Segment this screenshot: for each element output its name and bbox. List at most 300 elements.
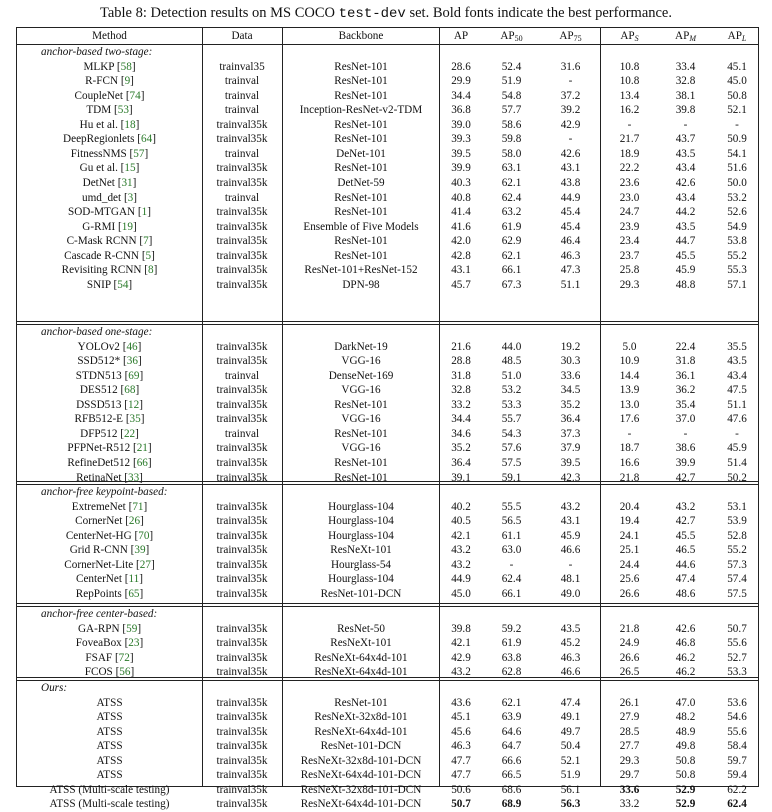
ap75-cell: 43.8 bbox=[560, 176, 581, 189]
header-ap50 bbox=[483, 29, 540, 44]
backbone-cell: ResNet-101 bbox=[334, 162, 388, 175]
data-cell: trainval35k bbox=[216, 587, 268, 600]
header-ap50-label: AP bbox=[500, 30, 515, 42]
method-name: Hu et al. bbox=[79, 118, 118, 131]
citation-link[interactable]: 5 bbox=[145, 249, 152, 262]
apl-cell: 55.2 bbox=[727, 544, 747, 557]
apm-cell: 43.2 bbox=[675, 500, 696, 513]
backbone-cell: ResNeXt-64x4d-101 bbox=[314, 666, 408, 679]
apl-cell: 57.3 bbox=[727, 558, 747, 571]
apm-cell: 45.5 bbox=[675, 249, 696, 262]
backbone-cell: ResNet-101 bbox=[334, 471, 388, 484]
backbone-cell: Inception-ResNet-v2-TDM bbox=[299, 104, 423, 117]
ap50-cell: 66.1 bbox=[501, 587, 522, 600]
citation-link[interactable]: 69 bbox=[128, 369, 140, 382]
citation-link[interactable]: 64 bbox=[141, 133, 153, 146]
ap50-cell: 62.4 bbox=[501, 573, 522, 586]
method-cell: FSAF [72] bbox=[85, 651, 134, 664]
method-cell bbox=[17, 710, 202, 725]
method-cell: CenterNet-HG [70] bbox=[65, 529, 154, 542]
data-cell: trainval35k bbox=[216, 666, 268, 679]
table-row bbox=[17, 651, 758, 666]
method-name: Grid R-CNN bbox=[69, 544, 128, 557]
ap75-cell: 49.1 bbox=[560, 711, 581, 724]
apm-cell: 50.8 bbox=[675, 754, 696, 767]
backbone-cell: Hourglass-104 bbox=[328, 573, 394, 586]
column-divider bbox=[600, 28, 601, 786]
table-row bbox=[17, 696, 758, 711]
backbone-cell: Hourglass-104 bbox=[328, 515, 394, 528]
apl-cell: 55.2 bbox=[727, 249, 747, 262]
apm-cell: 42.6 bbox=[675, 622, 696, 635]
apl-cell: 62.2 bbox=[727, 783, 747, 796]
method-cell: CenterNet [11] bbox=[75, 573, 144, 586]
data-cell: trainval35k bbox=[216, 500, 268, 513]
apm-cell: 36.2 bbox=[675, 384, 696, 397]
ap50-cell: 51.0 bbox=[501, 369, 522, 382]
apm-cell: 35.4 bbox=[675, 398, 696, 411]
ap75-cell: 37.9 bbox=[560, 442, 581, 455]
ap50-cell: 62.1 bbox=[501, 249, 522, 262]
citation-link[interactable]: 56 bbox=[119, 666, 131, 679]
apm-cell: 38.1 bbox=[675, 89, 696, 102]
header-apm-sub: M bbox=[689, 34, 696, 43]
table-row bbox=[17, 558, 758, 573]
citation-link[interactable]: 59 bbox=[126, 622, 138, 635]
citation-link[interactable]: 8 bbox=[148, 264, 154, 277]
ap50-cell: 55.7 bbox=[501, 413, 522, 426]
backbone-cell: ResNet-101 bbox=[334, 427, 388, 440]
aps-cell: 24.1 bbox=[619, 529, 640, 542]
backbone-cell: ResNeXt-32x8d-101 bbox=[314, 711, 408, 724]
method-name: DeepRegionlets bbox=[63, 133, 135, 146]
table-row bbox=[17, 354, 758, 369]
method-name: DFP512 bbox=[80, 427, 118, 440]
data-cell: trainval35k bbox=[216, 783, 268, 796]
aps-cell: 33.2 bbox=[619, 798, 640, 811]
method-cell: MLKP [58] bbox=[83, 60, 136, 73]
method-cell: RepPoints [65] bbox=[75, 587, 144, 600]
ap75-cell: 50.4 bbox=[560, 740, 581, 753]
method-cell: CornerNet-Lite [27] bbox=[64, 558, 155, 571]
citation-link[interactable]: 35 bbox=[129, 413, 141, 426]
apm-cell: 48.9 bbox=[675, 725, 696, 738]
apl-cell: 50.0 bbox=[727, 176, 747, 189]
ap75-cell: 36.4 bbox=[560, 413, 581, 426]
method-cell: G-RMI [19] bbox=[82, 220, 137, 233]
ap50-cell: 66.6 bbox=[501, 754, 522, 767]
aps-cell: 21.7 bbox=[619, 133, 640, 146]
aps-cell: 29.3 bbox=[619, 754, 640, 767]
method-cell: TDM [53] bbox=[86, 104, 133, 117]
data-cell: trainval bbox=[224, 147, 260, 160]
data-cell: trainval bbox=[224, 369, 260, 382]
aps-cell: 25.6 bbox=[619, 573, 640, 586]
backbone-cell: VGG-16 bbox=[341, 442, 381, 455]
method-name: ATSS bbox=[96, 725, 123, 738]
method-name: SOD-MTGAN bbox=[68, 206, 136, 219]
data-cell: trainval35k bbox=[216, 740, 268, 753]
ap-cell: 28.6 bbox=[451, 60, 471, 73]
method-name: CornerNet bbox=[75, 515, 123, 528]
ap-cell: 42.1 bbox=[451, 637, 471, 650]
ap-cell: 42.8 bbox=[451, 249, 471, 262]
table-row bbox=[17, 725, 758, 740]
ap-cell: 41.6 bbox=[451, 220, 471, 233]
aps-cell: 10.8 bbox=[619, 60, 640, 73]
citation-link[interactable]: 26 bbox=[128, 515, 141, 528]
citation-link[interactable]: 72 bbox=[118, 651, 130, 664]
ap-cell: 45.1 bbox=[451, 711, 471, 724]
aps-cell: 23.6 bbox=[619, 176, 640, 189]
table-row bbox=[17, 278, 758, 293]
data-cell: trainval35k bbox=[216, 711, 268, 724]
aps-cell: 23.4 bbox=[619, 235, 640, 248]
aps-cell: 25.8 bbox=[619, 264, 640, 277]
ap50-cell: 61.9 bbox=[501, 637, 522, 650]
method-cell bbox=[17, 739, 202, 754]
citation-link[interactable]: 27 bbox=[139, 558, 151, 571]
apl-cell: 53.1 bbox=[727, 500, 747, 513]
apm-cell: 32.8 bbox=[675, 75, 696, 88]
section-title: anchor-free keypoint-based: bbox=[41, 486, 168, 498]
citation-link[interactable]: 71 bbox=[132, 500, 144, 513]
method-cell: FitnessNMS [57] bbox=[70, 147, 149, 160]
aps-cell: 33.6 bbox=[619, 783, 640, 796]
backbone-cell: Hourglass-104 bbox=[328, 529, 394, 542]
header-backbone: Backbone bbox=[338, 30, 384, 42]
apm-cell: 44.2 bbox=[675, 206, 696, 219]
ap50-cell: 62.9 bbox=[501, 235, 522, 248]
citation-link[interactable]: 54 bbox=[117, 278, 129, 291]
data-cell: trainval35k bbox=[216, 442, 268, 455]
apm-cell: 43.4 bbox=[675, 162, 696, 175]
ap-cell: 39.8 bbox=[451, 622, 471, 635]
citation-link[interactable]: 36 bbox=[126, 355, 138, 368]
citation-link[interactable]: 18 bbox=[124, 118, 136, 131]
citation-link[interactable]: 68 bbox=[124, 384, 136, 397]
apl-cell: 54.6 bbox=[727, 711, 747, 724]
ap75-cell: 39.2 bbox=[560, 104, 581, 117]
apm-cell: 46.8 bbox=[675, 637, 696, 650]
citation-link[interactable]: 53 bbox=[117, 104, 129, 117]
table-row bbox=[17, 369, 758, 384]
apl-cell: 55.6 bbox=[727, 725, 747, 738]
aps-cell: - bbox=[627, 427, 632, 440]
ap-cell: 39.9 bbox=[451, 162, 471, 175]
ap75-cell: 43.5 bbox=[560, 622, 581, 635]
citation-link[interactable]: 1 bbox=[141, 206, 148, 219]
ap75-cell: 42.6 bbox=[560, 147, 581, 160]
apm-cell: 44.7 bbox=[675, 235, 696, 248]
ap-cell: 43.2 bbox=[451, 544, 471, 557]
ap-cell: 39.1 bbox=[451, 471, 471, 484]
header-ap75-sub: 75 bbox=[573, 34, 582, 43]
apl-cell: 43.5 bbox=[727, 355, 747, 368]
data-cell: trainval35k bbox=[216, 515, 268, 528]
method-cell: PFPNet-R512 [21] bbox=[67, 442, 152, 455]
header-apl bbox=[714, 29, 760, 44]
data-cell: trainval35k bbox=[216, 398, 268, 411]
table-row bbox=[17, 383, 758, 398]
apl-cell: 50.7 bbox=[727, 622, 747, 635]
aps-cell: 25.1 bbox=[619, 544, 640, 557]
backbone-cell: ResNet-101 bbox=[334, 249, 388, 262]
header-aps-sub: S bbox=[634, 34, 639, 43]
method-cell: umd_det [3] bbox=[81, 191, 137, 204]
ap75-cell: 47.3 bbox=[560, 264, 581, 277]
citation-link[interactable]: 65 bbox=[128, 587, 140, 600]
method-cell: RefineDet512 [66] bbox=[67, 456, 152, 469]
data-cell: trainval35k bbox=[216, 206, 268, 219]
citation-link[interactable]: 3 bbox=[127, 191, 134, 204]
citation-link[interactable]: 70 bbox=[138, 529, 150, 542]
method-cell: R-FCN [9] bbox=[85, 75, 134, 88]
ap-cell: 41.4 bbox=[451, 206, 471, 219]
citation-link[interactable]: 57 bbox=[133, 147, 145, 160]
data-cell: trainval35k bbox=[216, 133, 268, 146]
header-data: Data bbox=[231, 30, 253, 42]
ap-cell: 43.2 bbox=[451, 558, 471, 571]
data-cell: trainval35k bbox=[216, 220, 268, 233]
ap-cell: 40.8 bbox=[451, 191, 471, 204]
citation-link[interactable]: 15 bbox=[124, 162, 136, 175]
apl-cell: 57.5 bbox=[727, 587, 747, 600]
apl-cell: 45.0 bbox=[727, 75, 747, 88]
table-row bbox=[17, 456, 758, 471]
backbone-cell: ResNet-101 bbox=[334, 75, 388, 88]
method-name: C-Mask RCNN bbox=[66, 235, 137, 248]
citation-link[interactable]: 23 bbox=[128, 637, 140, 650]
header-apm bbox=[658, 29, 713, 44]
method-cell: Revisiting RCNN [8] bbox=[61, 264, 158, 277]
table-row bbox=[17, 263, 758, 278]
ap75-cell: 43.2 bbox=[560, 500, 581, 513]
method-cell bbox=[17, 725, 202, 740]
apl-cell: 54.9 bbox=[727, 220, 747, 233]
ap-cell: 47.7 bbox=[451, 769, 471, 782]
method-cell: STDN513 [69] bbox=[75, 369, 144, 382]
aps-cell: 26.1 bbox=[619, 696, 640, 709]
ap75-cell: 42.3 bbox=[560, 471, 581, 484]
apm-cell: 46.2 bbox=[675, 666, 696, 679]
backbone-cell: ResNet-101 bbox=[334, 235, 388, 248]
citation-link[interactable]: 66 bbox=[136, 456, 148, 469]
backbone-cell: Ensemble of Five Models bbox=[303, 220, 419, 233]
ap-cell: 36.8 bbox=[451, 104, 471, 117]
data-cell: trainval35k bbox=[216, 651, 268, 664]
citation-link[interactable]: 39 bbox=[134, 544, 146, 557]
method-cell bbox=[17, 754, 202, 769]
method-cell: GA-RPN [59] bbox=[77, 622, 142, 635]
ap75-cell: 46.6 bbox=[560, 544, 581, 557]
header-aps-label: AP bbox=[620, 30, 635, 42]
section-title: anchor-based two-stage: bbox=[41, 46, 153, 58]
aps-cell: 16.6 bbox=[619, 456, 640, 469]
method-cell: CoupleNet [74] bbox=[74, 89, 145, 102]
header-ap: AP bbox=[453, 30, 469, 42]
section-title: anchor-based one-stage: bbox=[41, 326, 153, 338]
ap-cell: 42.0 bbox=[451, 235, 471, 248]
table-row bbox=[17, 710, 758, 725]
method-name: YOLOv2 bbox=[77, 340, 120, 353]
apm-cell: 48.2 bbox=[675, 711, 696, 724]
method-name: GA-RPN bbox=[77, 622, 120, 635]
ap75-cell: 31.6 bbox=[560, 60, 581, 73]
aps-cell: 18.9 bbox=[619, 147, 640, 160]
ap75-cell: 46.3 bbox=[560, 651, 581, 664]
results-table bbox=[16, 27, 759, 811]
method-name: ATSS bbox=[96, 740, 123, 753]
aps-cell: 18.7 bbox=[619, 442, 640, 455]
method-cell: Cascade R-CNN [5] bbox=[64, 249, 155, 262]
apl-cell: 50.9 bbox=[727, 133, 747, 146]
apm-cell: 50.8 bbox=[675, 769, 696, 782]
apm-cell: 47.0 bbox=[675, 696, 696, 709]
ap75-cell: 56.1 bbox=[560, 783, 581, 796]
data-cell: trainval bbox=[224, 427, 260, 440]
section-divider bbox=[17, 603, 758, 607]
aps-cell: 5.0 bbox=[622, 340, 637, 353]
apl-cell: 53.2 bbox=[727, 191, 747, 204]
apm-cell: 42.7 bbox=[675, 471, 696, 484]
aps-cell: 27.7 bbox=[619, 740, 640, 753]
citation-link[interactable]: 12 bbox=[128, 398, 140, 411]
method-cell: SNIP [54] bbox=[86, 278, 133, 291]
ap50-cell: 68.9 bbox=[501, 798, 522, 811]
method-cell: ExtremeNet [71] bbox=[71, 500, 148, 513]
apl-cell: 35.5 bbox=[727, 340, 747, 353]
ap50-cell: 58.0 bbox=[501, 147, 522, 160]
table-row bbox=[17, 754, 758, 769]
apl-cell: - bbox=[735, 118, 739, 131]
ap-cell: 45.0 bbox=[451, 587, 471, 600]
citation-link[interactable]: 19 bbox=[121, 220, 133, 233]
backbone-cell: ResNet-101 bbox=[334, 191, 388, 204]
aps-cell: 29.3 bbox=[619, 278, 640, 291]
backbone-cell: ResNeXt-101 bbox=[330, 544, 392, 557]
ap50-cell: 68.6 bbox=[501, 783, 522, 796]
method-cell: CornerNet [26] bbox=[75, 515, 144, 528]
aps-cell: 24.4 bbox=[619, 558, 640, 571]
ap75-cell: 19.2 bbox=[560, 340, 581, 353]
ap-cell: 40.3 bbox=[451, 176, 471, 189]
section-divider bbox=[17, 321, 758, 325]
apl-cell: 57.4 bbox=[727, 573, 747, 586]
citation-link[interactable]: 74 bbox=[129, 89, 141, 102]
citation-link[interactable]: 21 bbox=[136, 442, 148, 455]
citation-link[interactable]: 58 bbox=[120, 60, 132, 73]
ap-cell: 42.9 bbox=[451, 651, 471, 664]
citation-link[interactable]: 46 bbox=[126, 340, 138, 353]
citation-link[interactable]: 33 bbox=[127, 471, 140, 484]
method-name: umd_det bbox=[81, 191, 122, 204]
apm-cell: 31.8 bbox=[675, 355, 696, 368]
apm-cell: 36.1 bbox=[675, 369, 696, 382]
citation-link[interactable]: 31 bbox=[121, 176, 133, 189]
ap75-cell: 48.1 bbox=[560, 573, 581, 586]
ap75-cell: 44.9 bbox=[560, 191, 581, 204]
apm-cell: 43.5 bbox=[675, 147, 696, 160]
ap-cell: 42.1 bbox=[451, 529, 471, 542]
ap50-cell: 62.1 bbox=[501, 696, 522, 709]
method-cell: Grid R-CNN [39] bbox=[69, 544, 150, 557]
ap50-cell: 59.2 bbox=[501, 622, 522, 635]
apl-cell: 54.1 bbox=[727, 147, 747, 160]
apm-cell: 46.5 bbox=[675, 544, 696, 557]
backbone-cell: ResNeXt-101 bbox=[330, 637, 392, 650]
section-title-row bbox=[17, 325, 758, 340]
ap50-cell: 66.5 bbox=[501, 769, 522, 782]
citation-link[interactable]: 11 bbox=[128, 573, 140, 586]
method-cell: FCOS [56] bbox=[84, 666, 135, 679]
ap-cell: 35.2 bbox=[451, 442, 471, 455]
column-divider bbox=[439, 28, 440, 786]
data-cell: trainval35k bbox=[216, 413, 268, 426]
method-name: FCOS bbox=[84, 666, 113, 679]
data-cell: trainval bbox=[224, 75, 260, 88]
backbone-cell: Hourglass-104 bbox=[328, 500, 394, 513]
backbone-cell: DeNet-101 bbox=[336, 147, 386, 160]
apl-cell: - bbox=[735, 427, 739, 440]
apl-cell: 53.6 bbox=[727, 696, 747, 709]
table-row bbox=[17, 74, 758, 89]
section-divider bbox=[17, 481, 758, 485]
apm-cell: 48.8 bbox=[675, 278, 696, 291]
apl-cell: 51.1 bbox=[727, 398, 747, 411]
ap50-cell: 59.1 bbox=[501, 471, 522, 484]
apl-cell: 47.6 bbox=[727, 413, 747, 426]
ap75-cell: 45.4 bbox=[560, 206, 581, 219]
table-row bbox=[17, 234, 758, 249]
apl-cell: 62.4 bbox=[727, 798, 747, 811]
table-row bbox=[17, 412, 758, 427]
ap50-cell: - bbox=[509, 558, 514, 571]
table-row bbox=[17, 103, 758, 118]
method-name: DES512 bbox=[79, 384, 118, 397]
aps-cell: 23.7 bbox=[619, 249, 640, 262]
data-cell: trainval35k bbox=[216, 637, 268, 650]
citation-link[interactable]: 22 bbox=[123, 427, 136, 440]
ap75-cell: 49.0 bbox=[560, 587, 581, 600]
method-cell: YOLOv2 [46] bbox=[77, 340, 142, 353]
apl-cell: 51.6 bbox=[727, 162, 747, 175]
ap-cell: 45.6 bbox=[451, 725, 471, 738]
backbone-cell: ResNet-101 bbox=[334, 456, 388, 469]
citation-link[interactable]: 9 bbox=[124, 75, 131, 88]
ap75-cell: 45.9 bbox=[560, 529, 581, 542]
apm-cell: 47.4 bbox=[675, 573, 696, 586]
apl-cell: 53.3 bbox=[727, 666, 747, 679]
ap-cell: 43.6 bbox=[451, 696, 471, 709]
backbone-cell: DetNet-59 bbox=[337, 176, 385, 189]
ap-cell: 32.8 bbox=[451, 384, 471, 397]
table-row bbox=[17, 118, 758, 133]
method-cell: FoveaBox [23] bbox=[75, 637, 144, 650]
method-cell: DSSD513 [12] bbox=[76, 398, 143, 411]
ap50-cell: 57.7 bbox=[501, 104, 522, 117]
method-cell: RetinaNet [33] bbox=[76, 471, 143, 484]
table-row bbox=[17, 191, 758, 206]
ap75-cell: 43.1 bbox=[560, 162, 581, 175]
method-cell: RFB512-E [35] bbox=[74, 413, 145, 426]
data-cell: trainval35k bbox=[216, 456, 268, 469]
table-row bbox=[17, 543, 758, 558]
ap50-cell: 61.1 bbox=[501, 529, 522, 542]
citation-link[interactable]: 7 bbox=[143, 235, 149, 248]
ap50-cell: 63.8 bbox=[501, 651, 522, 664]
ap-cell: 44.9 bbox=[451, 573, 471, 586]
